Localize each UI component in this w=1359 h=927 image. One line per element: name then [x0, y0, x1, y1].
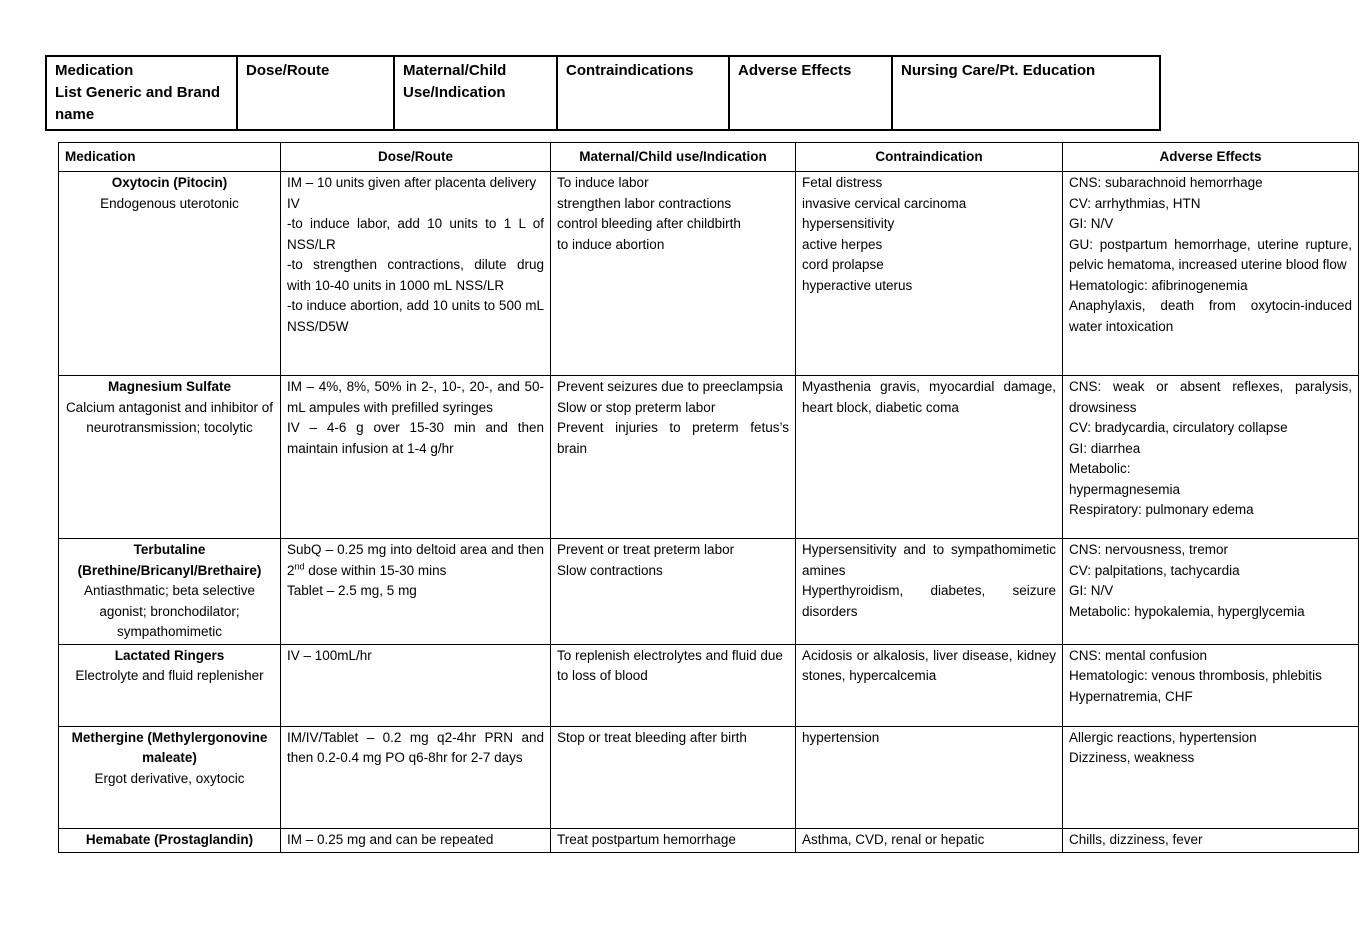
table-row — [59, 539, 1359, 645]
medication-name: Terbutaline (Brethine/Bricanyl/Brethaire) — [77, 542, 262, 578]
dose-cell: IM – 0.25 mg and can be repeated — [281, 828, 551, 852]
column-header-medication: Medication — [59, 143, 281, 172]
medication-class: Ergot derivative, oxytocic — [94, 770, 245, 786]
indication-cell: To induce labor strengthen labor contractions control bleeding after childbirth to induce abortion — [551, 172, 796, 376]
contraindication-cell: Acidosis or alkalosis, liver disease, kidney stones, hypercalcemia — [796, 644, 1063, 726]
medication-class: Electrolyte and fluid replenisher — [75, 668, 264, 683]
contraindication-cell: Fetal distress invasive cervical carcinoma hypersensitivity active herpes cord prolapse hyperactive uterus — [796, 172, 1063, 376]
dose-cell: IV – 100mL/hr — [281, 644, 551, 726]
adverse-effects-cell: CNS: weak or absent reflexes, paralysis, drowsiness CV: bradycardia, circulatory collapse GI: diarrhea Metabolic: hypermagnesemia Respiratory: pulmonary edema — [1063, 376, 1359, 539]
medication-class: Calcium antagonist and inhibitor of neurotransmission; tocolytic — [65, 399, 274, 435]
header-maternal-child: Maternal/Child Use/Indication — [394, 56, 557, 130]
medication-name: Hemabate (Prostaglandin) — [85, 831, 254, 847]
medication-class: Endogenous uterotonic — [100, 195, 239, 211]
medication-table — [58, 142, 1359, 853]
indication-cell: Treat postpartum hemorrhage — [551, 828, 796, 852]
adverse-effects-cell: CNS: subarachnoid hemorrhage CV: arrhythmias, HTN GI: N/V GU: postpartum hemorrhage, uterine rupture, pelvic hematoma, increased uterine blood flow Hematologic: afibrinogenemia Anaphylaxis, death from oxytocin-induced water intoxication — [1063, 172, 1359, 376]
adverse-effects-cell: CNS: mental confusion Hematologic: venous thrombosis, phlebitis Hypernatremia, CHF — [1063, 644, 1359, 726]
table-row — [59, 726, 1359, 828]
adverse-effects-cell: Chills, dizziness, fever — [1063, 828, 1359, 852]
dose-cell: IM – 10 units given after placenta delivery IV -to induce labor, add 10 units to 1 L of NSS/LR -to strengthen contractions, dilute drug with 10-40 units in 1000 mL NSS/LR -to induce abortion, add 10 units to 500 mL NSS/D5W — [281, 172, 551, 376]
medication-cell — [59, 644, 281, 726]
medication-class: Antiasthmatic; beta selective agonist; bronchodilator; sympathomimetic — [83, 583, 256, 639]
table-row — [59, 644, 1359, 726]
indication-cell: Stop or treat bleeding after birth — [551, 726, 796, 828]
header-adverse-effects: Adverse Effects — [729, 56, 892, 130]
medication-cell — [59, 376, 281, 539]
column-header-indication: Maternal/Child use/Indication — [551, 143, 796, 172]
medication-cell — [59, 726, 281, 828]
indication-cell: Prevent seizures due to preeclampsia Slow or stop preterm labor Prevent injuries to preterm fetus’s brain — [551, 376, 796, 539]
header-medication: Medication List Generic and Brand name — [46, 56, 237, 130]
column-header-dose-route: Dose/Route — [281, 143, 551, 172]
table-row — [59, 376, 1359, 539]
adverse-effects-cell: CNS: nervousness, tremor CV: palpitations, tachycardia GI: N/V Metabolic: hypokalemia, hyperglycemia — [1063, 539, 1359, 645]
indication-cell: To replenish electrolytes and fluid due to loss of blood — [551, 644, 796, 726]
dose-cell: IM/IV/Tablet – 0.2 mg q2-4hr PRN and then 0.2-0.4 mg PO q6-8hr for 2-7 days — [281, 726, 551, 828]
medication-name: Magnesium Sulfate — [107, 379, 232, 394]
adverse-effects-cell: Allergic reactions, hypertension Dizziness, weakness — [1063, 726, 1359, 828]
indication-cell: Prevent or treat preterm labor Slow contractions — [551, 539, 796, 645]
medication-table-viewport — [58, 142, 1352, 877]
column-header-contraindication: Contraindication — [796, 143, 1063, 172]
header-contraindications: Contraindications — [557, 56, 729, 130]
dose-cell: IM – 4%, 8%, 50% in 2-, 10-, 20-, and 50-mL ampules with prefilled syringes IV – 4-6 g over 15-30 min and then maintain infusion at 1-4 g/hr — [281, 376, 551, 539]
contraindication-cell: Hypersensitivity and to sympathomimetic amines Hyperthyroidism, diabetes, seizure disorders — [796, 539, 1063, 645]
medication-name: Oxytocin (Pitocin) — [111, 175, 228, 190]
medication-name: Lactated Ringers — [114, 647, 225, 663]
template-header-table — [45, 55, 1161, 131]
contraindication-cell: hypertension — [796, 726, 1063, 828]
header-dose-route: Dose/Route — [237, 56, 394, 130]
contraindication-cell: Myasthenia gravis, myocardial damage, heart block, diabetic coma — [796, 376, 1063, 539]
medication-name: Methergine (Methylergonovine maleate) — [71, 729, 268, 765]
contraindication-cell: Asthma, CVD, renal or hepatic — [796, 828, 1063, 852]
header-nursing-care: Nursing Care/Pt. Education — [892, 56, 1160, 130]
medication-cell — [59, 172, 281, 376]
table-header-row — [59, 143, 1359, 172]
table-row — [59, 172, 1359, 376]
table-row — [59, 828, 1359, 852]
dose-cell: SubQ – 0.25 mg into deltoid area and then 2nd dose within 15-30 mins Tablet – 2.5 mg, 5 mg — [281, 539, 551, 645]
medication-cell — [59, 828, 281, 852]
column-header-adverse-effects: Adverse Effects — [1063, 143, 1359, 172]
medication-cell — [59, 539, 281, 645]
